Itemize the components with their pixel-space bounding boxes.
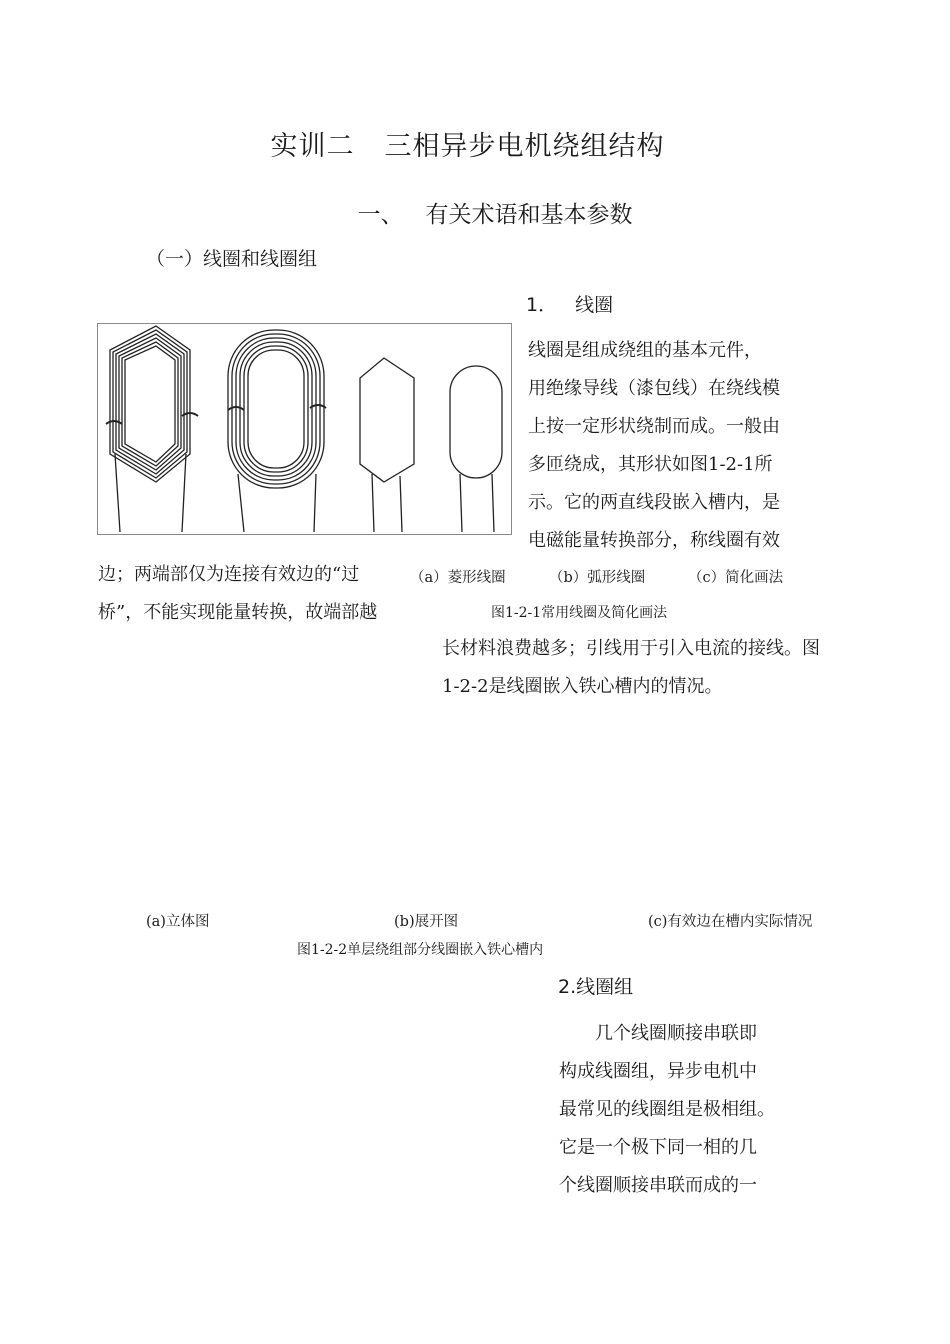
figure2-title: 图1-2-2单层绕组部分线圈嵌入铁心槽内 xyxy=(297,942,544,958)
diamond-coil xyxy=(106,326,198,532)
figure1-title: 图1-2-1常用线圈及简化画法 xyxy=(491,605,668,621)
text-line: 个线圈顺接串联而成的一 xyxy=(559,1175,757,1196)
text-line: 长材料浪费越多；引线用于引入电流的接线。图 xyxy=(442,638,820,659)
text-line: 1-2-2是线圈嵌入铁心槽内的情况。 xyxy=(442,676,723,697)
text-line: 构成线圈组，异步电机中 xyxy=(559,1061,757,1082)
title-part2: 三相异步电机绕组结构 xyxy=(384,131,665,162)
simplified-diamond-coil xyxy=(360,358,414,532)
text-line: 上按一定形状绕制而成。一般由 xyxy=(528,416,780,437)
coil-illustration xyxy=(98,324,511,534)
paragraph-coil-group xyxy=(559,1015,775,1205)
text-line: 电磁能量转换部分，称线圈有效 xyxy=(528,530,780,551)
item-heading-coil-group: 2.线圈组 xyxy=(558,976,634,998)
document-title xyxy=(0,124,935,163)
simplified-arc-coil xyxy=(450,366,502,532)
paragraph-coil-continued xyxy=(98,556,377,632)
figure1-caption-a: （a）菱形线圈 xyxy=(410,570,506,586)
section-text: 有关术语和基本参数 xyxy=(425,202,633,228)
section-heading xyxy=(0,196,950,229)
title-part1: 实训二 xyxy=(270,131,355,162)
text-line: 几个线圈顺接串联即 xyxy=(595,1023,757,1044)
figure1-caption-b: （b）弧形线圈 xyxy=(549,570,646,586)
text-line: 最常见的线圈组是极相组。 xyxy=(559,1099,775,1120)
figure2-caption-c: (c)有效边在槽内实际情况 xyxy=(648,914,813,930)
figure1-caption-c: （c）简化画法 xyxy=(688,570,784,586)
text-line: 示。它的两直线段嵌入槽内，是 xyxy=(528,492,780,513)
text-line: 它是一个极下同一相的几 xyxy=(559,1137,757,1158)
figure-coil-drawings xyxy=(97,323,512,535)
text-line: 桥”，不能实现能量转换，故端部越 xyxy=(98,602,378,623)
paragraph-coil-end xyxy=(442,630,820,706)
text-line: 多匝绕成，其形状如图1-2-1所 xyxy=(528,454,773,475)
paragraph-coil-definition xyxy=(528,332,780,560)
text-line: 线圈是组成绕组的基本元件， xyxy=(528,340,762,361)
item-heading-coil xyxy=(526,290,613,317)
text-line: 用绝缘导线（漆包线）在绕线模 xyxy=(528,378,780,399)
figure2-caption-a: (a)立体图 xyxy=(146,914,210,930)
item-text: 线圈 xyxy=(575,294,614,316)
subsection-heading: （一）线圈和线圈组 xyxy=(146,248,318,270)
item-number: 1． xyxy=(526,294,558,316)
section-number: 一、 xyxy=(357,202,404,228)
text-line: 边；两端部仅为连接有效边的“过 xyxy=(98,564,360,585)
figure2-caption-b: (b)展开图 xyxy=(394,914,459,930)
arc-coil xyxy=(228,330,326,532)
